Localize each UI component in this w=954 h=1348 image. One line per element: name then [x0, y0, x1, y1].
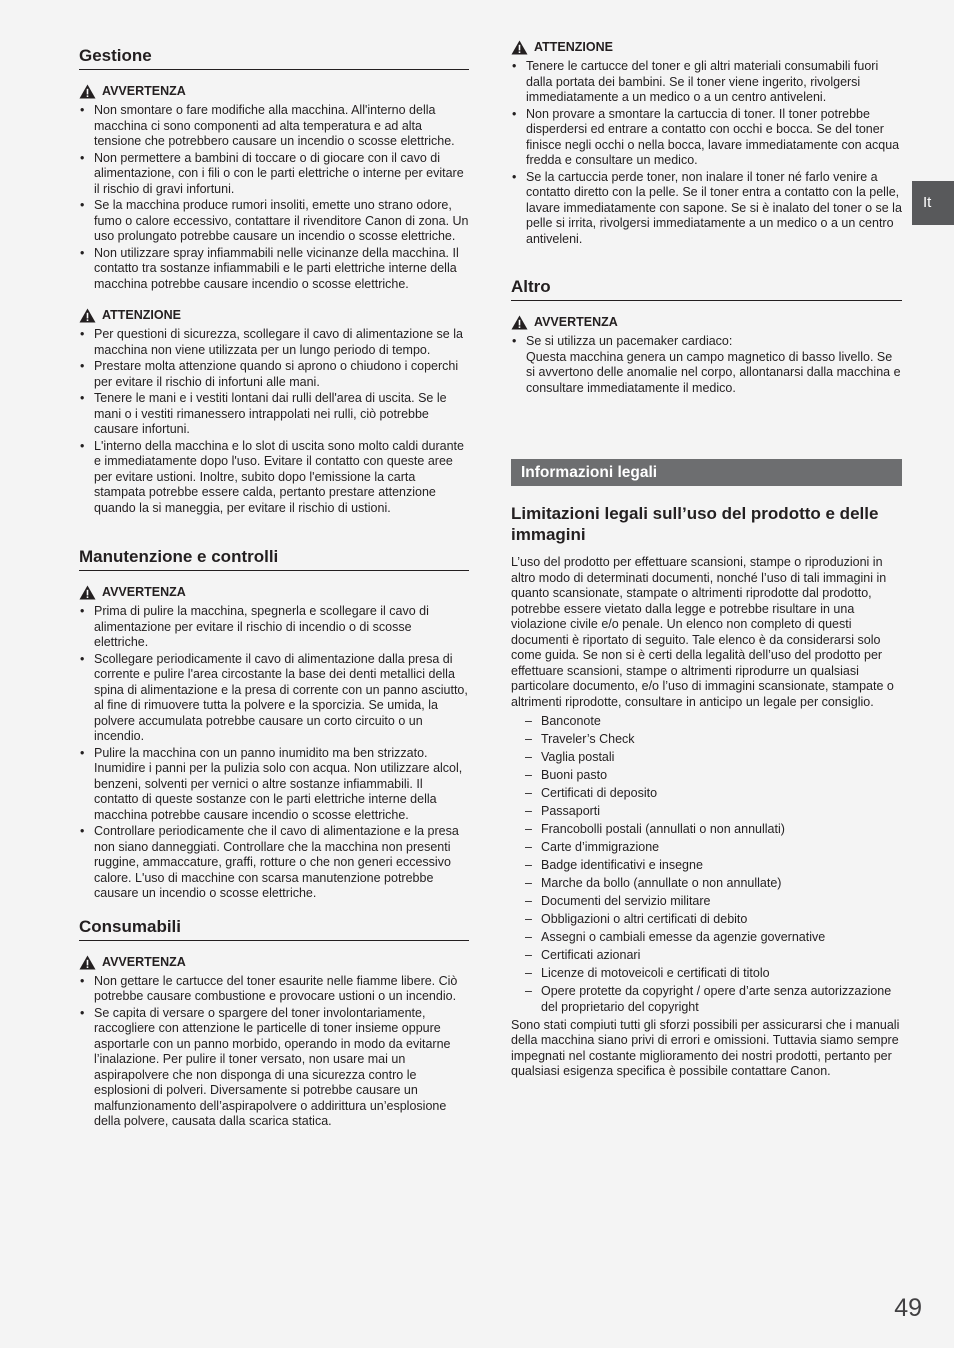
list-item: – Buoni pasto: [511, 768, 902, 784]
list-item: • Controllare periodicamente che il cavo di alimentazione e la presa non siano danneggiati. Controllare che la macchina non presenti ruggine, ammaccature, graffi, rotture o che non generi eccessivo calore. L'uso di macchine con scarsa manutenzione potrebbe causare un incendio o scosse elettriche.: [79, 824, 469, 902]
page-number: 49: [894, 1294, 922, 1322]
warning-label: AVVERTENZA: [534, 315, 618, 329]
warning-heading: [79, 84, 469, 99]
warning-heading: [511, 315, 902, 330]
section-manutenzione: [79, 547, 469, 902]
list-item: • Prestare molta attenzione quando si aprono o chiudono i coperchi per evitare il rischio di infortuni alle mani.: [79, 359, 469, 390]
bullet-list: [79, 327, 469, 516]
legal-closing: Sono stati compiuti tutti gli sforzi possibili per assicurarsi che i manuali della macchina siano privi di errori e omissioni. Tuttavia siamo sempre impegnati nel costante miglioramento dei nostri prodotti, pertanto per qualsiasi esigenza specifica è possibile contattare Canon.: [511, 1017, 900, 1078]
section-title-gestione: Gestione: [79, 46, 469, 70]
section-altro: [511, 277, 902, 396]
section-gestione: [79, 46, 469, 516]
list-item: • Se la macchina produce rumori insoliti, emette uno strano odore, fumo o calore eccessivo, contattare il rivenditore Canon di zona. Un uso prolungato potrebbe causare un incendio o scosse elettriche.: [79, 198, 469, 245]
list-item: – Passaporti: [511, 804, 902, 820]
document-list: [511, 714, 902, 1015]
list-item: • Scollegare periodicamente il cavo di alimentazione dalla presa di corrente e pulire l'area circostante la base dei denti metallici della spina di alimentazione e la presa di corrente con un panno asciutto, al fine di rimuovere tutta la polvere e la sporcizia. Se umida, la polvere accumulata potrebbe causare un corto circuito o un incendio.: [79, 652, 469, 745]
warning-label: AVVERTENZA: [102, 84, 186, 98]
list-item: • Non smontare o fare modifiche alla macchina. All'interno della macchina ci sono componenti ad alta temperatura e ad alta tensione che potrebbero causare un incendio o scosse elettriche.: [79, 103, 469, 150]
list-item: • Tenere le cartucce del toner e gli altri materiali consumabili fuori dalla portata dei bambini. Se il toner viene ingerito, rivolgersi immediatamente a un medico o a un centro antiveleni.: [511, 59, 902, 106]
warning-label: AVVERTENZA: [102, 954, 186, 969]
list-item: • Tenere le mani e i vestiti lontani dai rulli dell'area di uscita. Se le mani o i vestiti rimanessero intrappolati nei rulli, ciò potrebbe causare infortuni.: [79, 391, 469, 438]
list-item: – Certificati di deposito: [511, 786, 902, 802]
list-item: • Non provare a smontare la cartuccia di toner. Il toner potrebbe disperdersi ed entrare a contatto con occhi e bocca. Se del toner finisce negli occhi o nella bocca, lavare immediatamente con acqua fredda e consultare un medico.: [511, 107, 902, 169]
warning-triangle-icon: [79, 308, 96, 323]
warning-triangle-icon: [511, 315, 528, 330]
list-item: • Non utilizzare spray infiammabili nelle vicinanze della macchina. Il contatto tra sostanze infiammabili e le parti elettriche interne della macchina potrebbe causare incendio o scosse elettriche.: [79, 246, 469, 293]
warning-triangle-icon: [511, 40, 528, 55]
list-item: • Prima di pulire la macchina, spegnerla e scollegare il cavo di alimentazione per evitare il rischio di incendio o di scosse elettriche.: [79, 604, 469, 651]
list-item: • L'interno della macchina e lo slot di uscita sono molto caldi durante e immediatamente dopo l'uso. Evitare il contatto con queste aree per evitare ustioni. Inoltre, subito dopo l'emissione la carta stampata potrebbe essere calda, pertanto prestare attenzione quando la si maneggia, per evitare il rischio di ustioni.: [79, 439, 469, 517]
list-item: – Obbligazioni o altri certificati di debito: [511, 912, 902, 928]
warning-heading: [79, 955, 469, 970]
list-item: • Non permettere a bambini di toccare o di giocare con il cavo di alimentazione, con i fili o con le parti elettriche o interne per evitare il rischio di gravi infortuni.: [79, 151, 469, 198]
item-body: Questa macchina genera un campo magnetico di basso livello. Se si avvertono delle anomalie nel corpo, allontanarsi dalla macchina e consultare immediatamente il medico.: [526, 349, 901, 395]
bullet-list: [511, 59, 902, 247]
caution-label: ATTENZIONE: [534, 40, 613, 54]
caution-heading: [511, 40, 902, 55]
section-banner-legal: Informazioni legali: [511, 459, 902, 486]
list-item: – Certificati azionari: [511, 948, 902, 964]
left-column: [79, 46, 469, 1131]
bullet-list: [79, 103, 469, 292]
caution-heading: [79, 308, 469, 323]
bullet-list: [511, 334, 902, 396]
list-item: – Traveler’s Check: [511, 732, 902, 748]
list-item: – Documenti del servizio militare: [511, 894, 902, 910]
bullet-list: [79, 974, 469, 1130]
list-item: – Carte d’immigrazione: [511, 840, 902, 856]
bullet-list: [79, 604, 469, 902]
warning-heading: [79, 585, 469, 600]
warning-triangle-icon: [79, 84, 96, 99]
list-item: • Pulire la macchina con un panno inumidito ma ben strizzato. Inumidire i panni per la pulizia solo con acqua. Non utilizzare alcol, benzeni, solventi per vernici o altre sostanze infiammabili. Il contatto di queste sostanze con le parti elettriche interne della macchina potrebbe causare incendio o scosse elettriche.: [79, 746, 469, 824]
list-item: – Opere protette da copyright / opere d’arte senza autorizzazione del proprietario del copyright: [511, 984, 902, 1015]
list-item: – Banconote: [511, 714, 902, 730]
section-legal: [511, 459, 902, 1080]
list-item: – Badge identificativi e insegne: [511, 858, 902, 874]
section-consumabili: [79, 917, 469, 1130]
warning-triangle-icon: [79, 585, 96, 600]
section-title-consumabili: Consumabili: [79, 917, 469, 941]
list-item: – Assegni o cambiali emesse da agenzie governative: [511, 930, 902, 946]
list-item: • Se la cartuccia perde toner, non inalare il toner né farlo venire a contatto diretto con la pelle. Se il toner entra a contatto con la pelle, lavare immediatamente con sapone. Se si è inalato del toner o se la pelle si irrita, rivolgersi immediatamente a un medico o a un centro antiveleni.: [511, 170, 902, 248]
warning-triangle-icon: [79, 955, 96, 970]
warning-label: AVVERTENZA: [102, 585, 186, 599]
right-column: [511, 40, 902, 1080]
list-item: • Non gettare le cartucce del toner esaurite nelle fiamme libere. Ciò potrebbe causare combustione e provocare ustioni o un incendio.: [79, 974, 469, 1005]
section-title-altro: Altro: [511, 277, 902, 301]
subsection-title: Limitazioni legali sull’uso del prodotto e delle immagini: [511, 504, 879, 544]
list-item: – Francobolli postali (annullati o non annullati): [511, 822, 902, 838]
section-title-manutenzione: Manutenzione e controlli: [79, 547, 469, 571]
language-tab: It: [912, 181, 954, 225]
caution-label: ATTENZIONE: [102, 308, 181, 322]
list-item: – Licenze di motoveicoli e certificati di titolo: [511, 966, 902, 982]
section-consumabili-caution: [511, 40, 902, 247]
legal-intro: L’uso del prodotto per effettuare scansioni, stampe o riproduzioni in altro modo di determinati documenti, nonché l’uso di tali immagini in quanto scansionate, stampate o altrimenti riprodotte dal prodotto, potrebbe essere vietato dalla legge e potrebbe risultare in una violazione civile e/o penale. Un elenco non completo di questi documenti è riportato di seguito. Tale elenco è da considerarsi solo come guida. Se non si è certi della legalità dell’uso del prodotto per effettuare scansioni, stampe o altrimenti riprodurre un qualsiasi particolare documento, e/o l’uso di immagini scansionate, stampate o altrimenti riprodotte, consultare in anticipo un legale per consiglio.: [511, 555, 894, 709]
list-item: – Vaglia postali: [511, 750, 902, 766]
item-lead: Se si utilizza un pacemaker cardiaco:: [526, 334, 733, 348]
list-item: • Per questioni di sicurezza, scollegare il cavo di alimentazione se la macchina non viene utilizzata per un lungo periodo di tempo.: [79, 327, 469, 358]
list-item: – Marche da bollo (annullate o non annullate): [511, 876, 902, 892]
list-item: • Se capita di versare o spargere del toner involontariamente, raccogliere con attenzione le particelle di toner insieme oppure asportarle con un panno morbido, operando in modo da evitarne l’inalazione. Per pulire il toner versato, non usare mai un aspirapolvere che non disponga di una sicurezza contro le esplosioni di polveri. Diversamente si potrebbe causare un malfunzionamento dell’aspirapolvere o addirittura un’esplosione della polvere, causata dalla scarica statica.: [79, 1006, 469, 1130]
list-item: [511, 334, 902, 396]
